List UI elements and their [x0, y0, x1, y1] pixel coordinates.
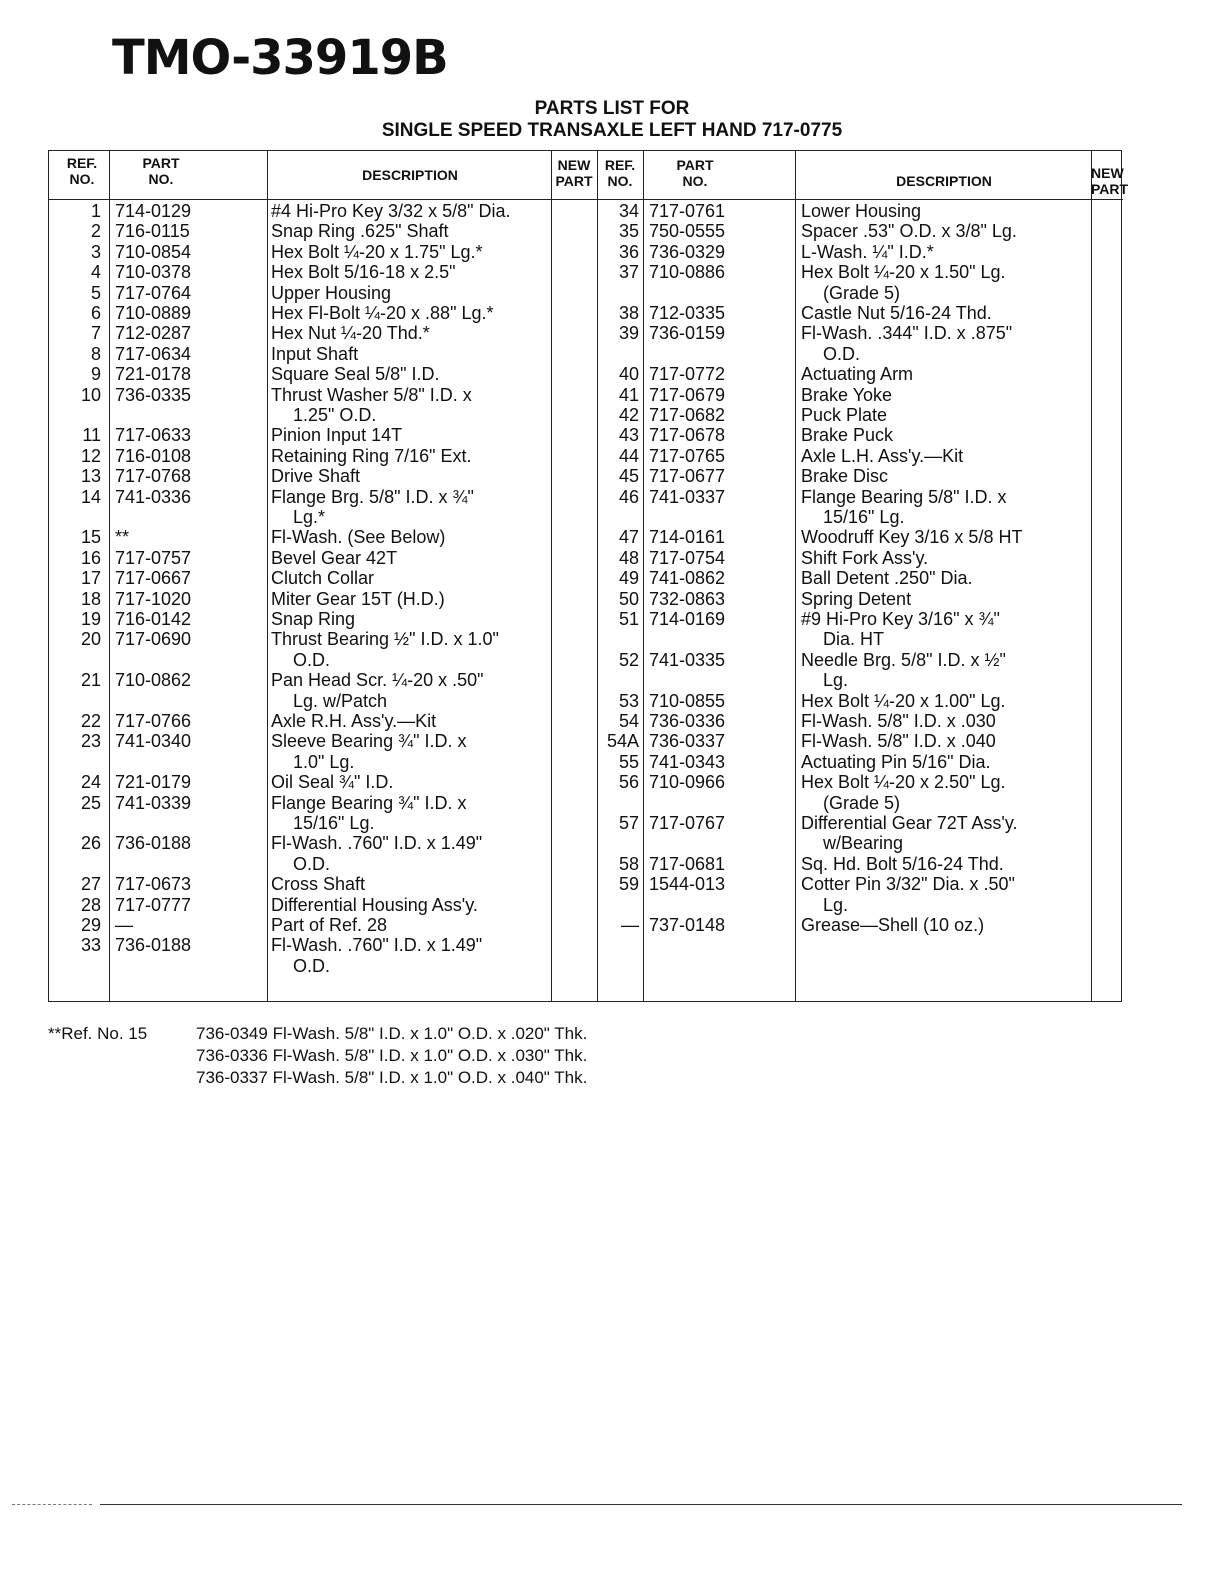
ref-number: 59 — [618, 874, 639, 895]
part-number: 716-0142 — [115, 609, 192, 629]
ref-number: 53 — [618, 690, 639, 711]
part-number: 717-0757 — [115, 547, 192, 568]
ref-number: 10 — [80, 384, 101, 405]
part-description: Oil Seal ¾" I.D. — [271, 772, 394, 793]
ref-number: 52 — [618, 649, 639, 670]
part-description: Hex Bolt ¼-20 x 1.75" Lg.* — [271, 241, 483, 262]
part-description: Puck Plate — [801, 405, 888, 425]
ref-number: 49 — [618, 568, 639, 589]
ref-number: 37 — [618, 262, 639, 283]
footnote-line: 736-0349 Fl-Wash. 5/8" I.D. x 1.0" O.D. x .020" Thk. — [196, 1024, 588, 1043]
part-description: Square Seal 5/8" I.D. — [271, 364, 440, 385]
ref-number: 42 — [618, 405, 639, 425]
part-number: 710-0855 — [649, 690, 726, 711]
col-divider — [109, 151, 110, 1001]
ref-number: 46 — [618, 486, 639, 507]
col-divider — [551, 151, 552, 1001]
ref-number: 19 — [80, 609, 101, 629]
ref-number: 50 — [618, 588, 639, 609]
part-number: 717-1020 — [115, 588, 192, 609]
ref-number: 56 — [618, 772, 639, 793]
part-description: Flange Bearing 5/8" I.D. x — [801, 486, 1007, 507]
ref-number: 55 — [618, 751, 639, 772]
header-description: DESCRIPTION — [896, 173, 992, 189]
ref-number: 21 — [80, 670, 101, 691]
part-number: 1544-013 — [649, 874, 726, 895]
header-part-no: PART NO. — [142, 155, 180, 187]
part-description: Needle Brg. 5/8" I.D. x ½" — [801, 649, 1006, 670]
ref-number: 14 — [80, 486, 101, 507]
part-description: Hex Nut ¼-20 Thd.* — [271, 323, 430, 344]
part-number: 736-0188 — [115, 833, 192, 854]
col-divider — [795, 151, 796, 1001]
part-number: 716-0115 — [115, 221, 190, 242]
part-description: Hex Bolt 5/16-18 x 2.5" — [271, 262, 456, 283]
ref-number: 17 — [80, 568, 101, 589]
ref-number: 39 — [618, 323, 639, 344]
part-number: 717-0673 — [115, 874, 192, 895]
part-number: 741-0336 — [115, 486, 192, 507]
footnote-line: 736-0337 Fl-Wash. 5/8" I.D. x 1.0" O.D. x .040" Thk. — [196, 1068, 588, 1087]
part-description: Hex Bolt ¼-20 x 1.00" Lg. — [801, 690, 1006, 711]
ref-number: 35 — [618, 221, 639, 242]
title-line-2: SINGLE SPEED TRANSAXLE LEFT HAND 717-0775 — [381, 120, 843, 141]
part-description: Part of Ref. 28 — [271, 915, 388, 935]
part-number: 717-0754 — [649, 547, 726, 568]
ref-number: 58 — [618, 853, 639, 874]
ref-number: 12 — [80, 445, 101, 466]
part-description: Snap Ring .625" Shaft — [271, 221, 449, 242]
part-description: (Grade 5) — [823, 282, 901, 303]
part-description: Retaining Ring 7/16" Ext. — [271, 445, 472, 466]
part-number: 712-0287 — [115, 323, 192, 344]
footnote-label: **Ref. No. 15 — [48, 1024, 148, 1043]
ref-number: 26 — [80, 833, 101, 854]
part-number: 717-0764 — [115, 282, 192, 303]
part-number: 716-0108 — [115, 445, 192, 466]
part-description: Fl-Wash. 5/8" I.D. x .040 — [801, 731, 996, 752]
part-description: Axle L.H. Ass'y.—Kit — [801, 445, 964, 466]
part-description: Cross Shaft — [271, 874, 366, 895]
part-description: Brake Puck — [801, 425, 894, 446]
part-number: 736-0336 — [649, 711, 726, 731]
part-description: (Grade 5) — [823, 792, 901, 813]
part-description: Castle Nut 5/16-24 Thd. — [801, 303, 992, 323]
col-divider — [1091, 151, 1092, 1001]
part-number: 710-0886 — [649, 262, 726, 283]
part-number: 721-0178 — [115, 364, 192, 385]
part-description: Fl-Wash. 5/8" I.D. x .030 — [801, 711, 996, 731]
ref-number: 45 — [618, 466, 639, 487]
part-description: Fl-Wash. .344" I.D. x .875" — [801, 323, 1013, 344]
part-number: 717-0772 — [649, 364, 726, 385]
ref-number: 48 — [618, 547, 639, 568]
part-description: Hex Bolt ¼-20 x 1.50" Lg. — [801, 262, 1006, 283]
part-number: 717-0667 — [115, 568, 192, 589]
part-number: 741-0340 — [115, 731, 192, 752]
ref-number: 41 — [618, 384, 639, 405]
part-number: 741-0339 — [115, 792, 192, 813]
ref-number: 15 — [80, 527, 101, 548]
part-number: 710-0378 — [115, 262, 192, 283]
part-description: Lg. w/Patch — [293, 690, 388, 711]
ref-number: 20 — [80, 629, 101, 650]
part-description: Spacer .53" O.D. x 3/8" Lg. — [801, 221, 1017, 242]
header-new-part: NEW PART — [555, 157, 593, 189]
part-description: Flange Bearing ¾" I.D. x — [271, 792, 467, 813]
part-description: Actuating Pin 5/16" Dia. — [801, 751, 991, 772]
part-number: 717-0761 — [649, 201, 726, 221]
ref-number: 8 — [90, 343, 101, 364]
part-description: Woodruff Key 3/16 x 5/8 HT — [801, 527, 1023, 548]
part-description: Sleeve Bearing ¾" I.D. x — [271, 731, 467, 752]
part-number: 736-0329 — [649, 241, 726, 262]
ref-number: 36 — [618, 241, 639, 262]
part-description: Fl-Wash. .760" I.D. x 1.49" — [271, 935, 483, 956]
ref-number: 25 — [80, 792, 101, 813]
ref-number: 3 — [90, 241, 101, 262]
part-description: Sq. Hd. Bolt 5/16-24 Thd. — [801, 853, 1004, 874]
part-number: 737-0148 — [649, 915, 726, 935]
ref-number: 2 — [90, 221, 101, 242]
part-number: 714-0161 — [649, 527, 726, 548]
part-description: Bevel Gear 42T — [271, 547, 398, 568]
part-description: Differential Gear 72T Ass'y. — [801, 813, 1018, 833]
part-description: O.D. — [823, 343, 861, 364]
part-number: 717-0634 — [115, 343, 192, 364]
part-description: O.D. — [293, 955, 331, 976]
part-number: 714-0169 — [649, 609, 726, 629]
header-ref-no: REF. NO. — [66, 155, 98, 187]
part-number: 717-0766 — [115, 711, 192, 731]
part-description: Miter Gear 15T (H.D.) — [271, 588, 445, 609]
part-number: 710-0889 — [115, 303, 192, 323]
part-description: Brake Disc — [801, 466, 889, 487]
ref-number: 34 — [618, 201, 639, 221]
part-number: 710-0854 — [115, 241, 192, 262]
header-part-no: PART NO. — [676, 157, 714, 189]
part-number: 714-0129 — [115, 201, 192, 221]
ref-number: 23 — [80, 731, 101, 752]
part-description: Upper Housing — [271, 282, 392, 303]
part-number: 741-0862 — [649, 568, 726, 589]
footnote-line: 736-0336 Fl-Wash. 5/8" I.D. x 1.0" O.D. x .030" Thk. — [196, 1046, 588, 1065]
part-number: ** — [115, 527, 130, 548]
part-number: 741-0343 — [649, 751, 726, 772]
part-description: Lg. — [823, 894, 849, 915]
part-number: 736-0337 — [649, 731, 726, 752]
part-number: — — [115, 915, 133, 935]
part-number: 717-0690 — [115, 629, 192, 650]
part-description: Differential Housing Ass'y. — [271, 894, 478, 915]
part-description: O.D. — [293, 649, 331, 670]
ref-number: 54A — [606, 731, 639, 752]
part-number: 717-0677 — [649, 466, 726, 487]
part-description: L-Wash. ¼" I.D.* — [801, 241, 934, 262]
part-description: Hex Fl-Bolt ¼-20 x .88" Lg.* — [271, 303, 494, 323]
part-description: Drive Shaft — [271, 466, 361, 487]
ref-number: — — [621, 915, 639, 935]
part-description: Clutch Collar — [271, 568, 375, 589]
col-divider — [597, 151, 598, 1001]
part-number: 736-0159 — [649, 323, 726, 344]
part-description: Lower Housing — [801, 201, 922, 221]
col-divider — [267, 151, 268, 1001]
part-number: 710-0966 — [649, 772, 726, 793]
part-description: Hex Bolt ¼-20 x 2.50" Lg. — [801, 772, 1006, 793]
part-description: Pan Head Scr. ¼-20 x .50" — [271, 670, 484, 691]
part-description: Ball Detent .250" Dia. — [801, 568, 973, 589]
ref-number: 4 — [90, 262, 101, 283]
page-bottom-rule — [100, 1504, 1182, 1505]
ref-number: 13 — [80, 466, 101, 487]
part-number: 717-0768 — [115, 466, 192, 487]
title-line-1: PARTS LIST FOR — [534, 98, 690, 119]
part-description: Lg. — [823, 670, 849, 691]
ref-number: 24 — [80, 772, 101, 793]
part-description: Actuating Arm — [801, 364, 914, 385]
part-description: Dia. HT — [823, 629, 885, 650]
part-number: 717-0777 — [115, 894, 192, 915]
header-description: DESCRIPTION — [362, 167, 458, 183]
ref-number: 27 — [80, 874, 101, 895]
part-number: 736-0188 — [115, 935, 192, 956]
ref-number: 6 — [90, 303, 101, 323]
document-id: TMO-33919B — [112, 30, 448, 86]
part-number: 750-0555 — [649, 221, 726, 242]
part-description: Cotter Pin 3/32" Dia. x .50" — [801, 874, 1015, 895]
part-number: 741-0335 — [649, 649, 726, 670]
part-number: 741-0337 — [649, 486, 726, 507]
part-number: 712-0335 — [649, 303, 726, 323]
ref-number: 18 — [80, 588, 101, 609]
part-description: 15/16" Lg. — [823, 507, 905, 527]
part-description: Snap Ring — [271, 609, 356, 629]
part-number: 717-0767 — [649, 813, 726, 833]
part-description: Thrust Washer 5/8" I.D. x — [271, 384, 472, 405]
part-number: 717-0678 — [649, 425, 726, 446]
part-number: 732-0863 — [649, 588, 726, 609]
ref-number: 57 — [618, 813, 639, 833]
header-divider — [49, 199, 1123, 200]
ref-number: 40 — [618, 364, 639, 385]
ref-number: 9 — [90, 364, 101, 385]
ref-number: 16 — [80, 547, 101, 568]
part-description: 1.25" O.D. — [293, 405, 377, 425]
part-number: 717-0679 — [649, 384, 726, 405]
part-description: w/Bearing — [823, 833, 904, 854]
parts-table — [48, 150, 1129, 1002]
part-description: Grease—Shell (10 oz.) — [801, 915, 985, 935]
part-description: Shift Fork Ass'y. — [801, 547, 929, 568]
ref-number: 1 — [90, 201, 101, 221]
part-number: 717-0682 — [649, 405, 726, 425]
part-description: Spring Detent — [801, 588, 912, 609]
part-description: Axle R.H. Ass'y.—Kit — [271, 711, 437, 731]
ref-number: 28 — [80, 894, 101, 915]
part-number: 717-0633 — [115, 425, 192, 446]
part-description: Fl-Wash. (See Below) — [271, 527, 446, 548]
part-description: 15/16" Lg. — [293, 813, 375, 833]
part-description: O.D. — [293, 853, 331, 874]
col-divider — [643, 151, 644, 1001]
ref-number: 22 — [80, 711, 101, 731]
ref-number: 7 — [90, 323, 101, 344]
ref-number: 51 — [618, 609, 639, 629]
ref-number: 38 — [618, 303, 639, 323]
header-ref-no: REF. NO. — [604, 157, 636, 189]
ref-number: 54 — [618, 711, 639, 731]
page-edge-rule — [12, 1504, 92, 1505]
part-description: #4 Hi-Pro Key 3/32 x 5/8" Dia. — [271, 201, 511, 221]
ref-number: 5 — [90, 282, 101, 303]
part-description: Brake Yoke — [801, 384, 893, 405]
ref-number: 43 — [618, 425, 639, 446]
part-number: 717-0765 — [649, 445, 726, 466]
ref-number: 11 — [82, 425, 101, 446]
part-description: Pinion Input 14T — [271, 425, 403, 446]
part-description: Lg.* — [293, 507, 326, 527]
part-number: 721-0179 — [115, 772, 192, 793]
part-description: #9 Hi-Pro Key 3/16" x ¾" — [801, 609, 1000, 629]
ref-number: 44 — [618, 445, 639, 466]
part-description: Input Shaft — [271, 343, 359, 364]
header-new-part: NEW PART — [1091, 165, 1129, 197]
part-description: Flange Brg. 5/8" I.D. x ¾" — [271, 486, 474, 507]
part-number: 717-0681 — [649, 853, 726, 874]
part-number: 736-0335 — [115, 384, 192, 405]
ref-number: 47 — [618, 527, 639, 548]
part-number: 710-0862 — [115, 670, 192, 691]
part-description: Thrust Bearing ½" I.D. x 1.0" — [271, 629, 499, 650]
ref-number: 29 — [80, 915, 101, 935]
part-description: Fl-Wash. .760" I.D. x 1.49" — [271, 833, 483, 854]
part-description: 1.0" Lg. — [293, 751, 355, 772]
ref-number: 33 — [80, 935, 101, 956]
